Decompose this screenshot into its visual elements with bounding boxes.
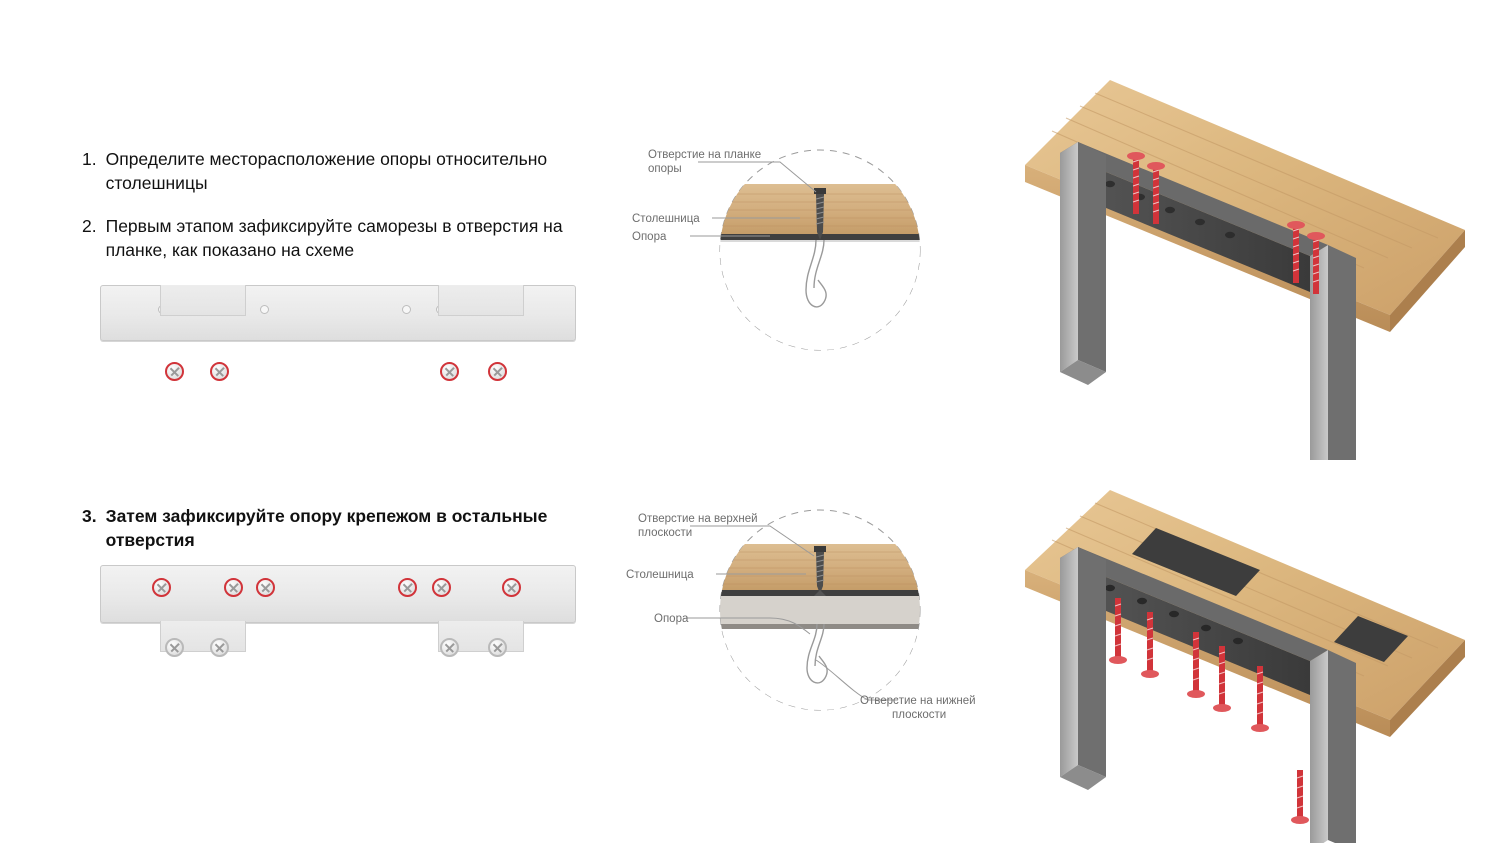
step-1-text: Определите месторасположение опоры относительно столешницы: [105, 149, 548, 193]
screw-grey: [440, 638, 459, 657]
screw-red: [256, 578, 275, 597]
screw-grey: [488, 638, 507, 657]
isometric-render-step2: [960, 60, 1480, 460]
support-body: [720, 596, 920, 624]
step-1: [82, 148, 611, 195]
screw-grey: [165, 638, 184, 657]
leg-left-3d: [1060, 142, 1106, 385]
label-tabletop: Столешница: [626, 569, 694, 581]
label-hole-bottom-plane-line2: плоскости: [892, 709, 947, 721]
label-hole-on-rail-line1: Отверстие на планке: [648, 149, 762, 161]
isometric-render-step3: [960, 470, 1480, 843]
label-tabletop: Столешница: [632, 213, 700, 225]
screw-red: [152, 578, 171, 597]
label-support: Опора: [654, 613, 689, 625]
screw-red: [440, 362, 459, 381]
label-hole-on-rail-line2: опоры: [648, 163, 682, 175]
step-3-number: 3.: [82, 506, 97, 526]
screw-red: [165, 362, 184, 381]
leg-left-3d: [1060, 547, 1106, 790]
step-2-text: Первым этапом зафиксируйте саморезы в отверстия на планке, как показано на схеме: [105, 216, 563, 260]
step-3: [82, 505, 611, 552]
callout-detail-top: [620, 140, 950, 400]
label-hole-top-plane-line2: плоскости: [638, 527, 693, 539]
support-bottom-plate: [720, 624, 920, 629]
screw-red: [210, 362, 229, 381]
screw-red: [224, 578, 243, 597]
step-2-number: 2.: [82, 216, 97, 236]
rail-hole: [260, 305, 269, 314]
bracket-left: [160, 285, 246, 316]
step-3-text: Затем зафиксируйте опору крепежом в остальные отверстия: [105, 506, 548, 550]
screw-red: [398, 578, 417, 597]
label-hole-bottom-plane-line1: Отверстие на нижней: [860, 695, 976, 707]
step-2: [82, 215, 611, 262]
screw-red: [502, 578, 521, 597]
screw-grey: [210, 638, 229, 657]
bracket-right: [438, 285, 524, 316]
leg-right-3d: [1310, 650, 1356, 843]
screw-red: [488, 362, 507, 381]
rail-hole: [402, 305, 411, 314]
screw-red: [432, 578, 451, 597]
label-hole-top-plane-line1: Отверстие на верхней: [638, 513, 758, 525]
step-1-number: 1.: [82, 149, 97, 169]
label-support: Опора: [632, 231, 667, 243]
